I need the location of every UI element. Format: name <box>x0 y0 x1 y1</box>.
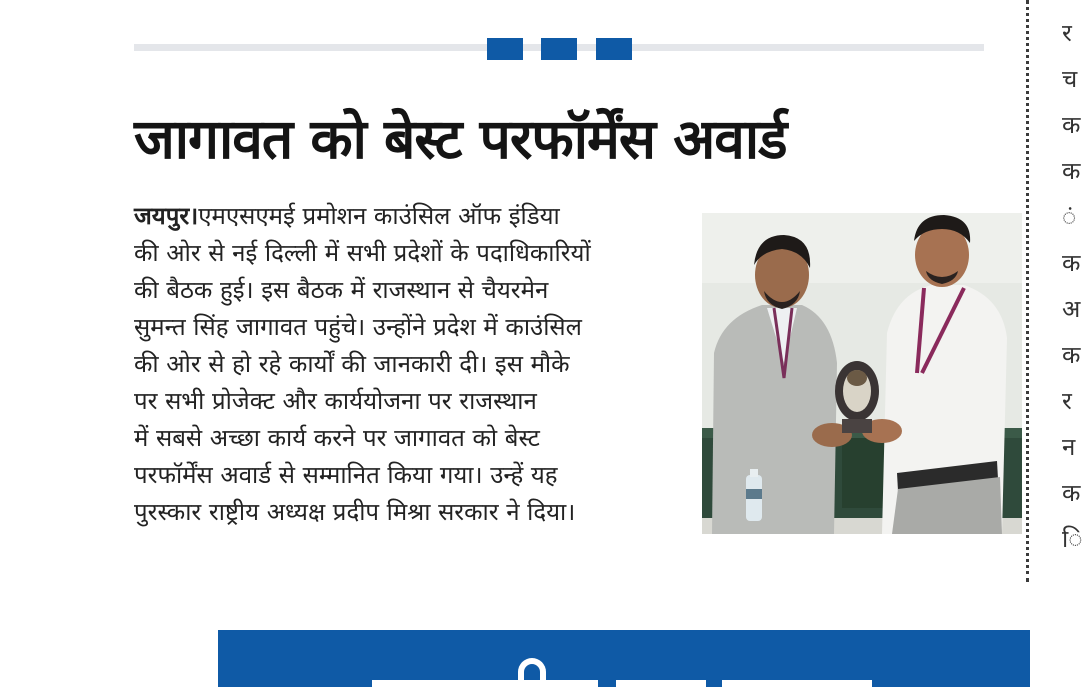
article-line-2: की ओर से नई दिल्ली में सभी प्रदेशों के पदाधिकारियों <box>134 239 591 267</box>
adjacent-glyph-5: ं <box>1062 203 1077 231</box>
adjacent-glyph-6: क <box>1062 249 1081 277</box>
dateline: जयपुर। <box>134 202 199 230</box>
banner-letter-shape-2 <box>518 658 546 694</box>
article-body <box>134 198 690 531</box>
rule-block-1 <box>487 38 523 60</box>
adjacent-glyph-7: अ <box>1062 295 1081 323</box>
article-line-3: की बैठक हुई। इस बैठक में राजस्थान से चैयरमेन <box>134 276 549 304</box>
adjacent-glyph-12: ि <box>1062 525 1082 553</box>
article-line-9: पुरस्कार राष्ट्रीय अध्यक्ष प्रदीप मिश्रा सरकार ने दिया। <box>134 498 576 526</box>
banner-letter-shape-4 <box>722 680 872 690</box>
rule-block-2 <box>541 38 577 60</box>
article-line-6: पर सभी प्रोजेक्ट और कार्ययोजना पर राजस्थान <box>134 387 537 415</box>
article-line-7: में सबसे अच्छा कार्य करने पर जागावत को बेस्ट <box>134 424 540 452</box>
banner-letter-shape-1 <box>372 680 598 690</box>
adjacent-glyph-11: क <box>1062 479 1081 507</box>
rule-block-3 <box>596 38 632 60</box>
banner-letter-shape-3 <box>616 680 706 690</box>
adjacent-glyph-4: क <box>1062 157 1081 185</box>
adjacent-glyph-9: र <box>1062 387 1072 415</box>
column-divider <box>1026 0 1029 582</box>
article-line-1 <box>134 198 690 235</box>
adjacent-glyph-8: क <box>1062 341 1081 369</box>
article-line-4: सुमन्त सिंह जागावत पहुंचे। उन्होंने प्रदेश में काउंसिल <box>134 313 582 341</box>
adjacent-glyph-2: च <box>1062 65 1078 93</box>
article-text-1: एमएसएमई प्रमोशन काउंसिल ऑफ इंडिया <box>198 202 560 230</box>
adjacent-glyph-1: र <box>1062 19 1072 47</box>
next-story-banner <box>218 630 1030 687</box>
article-line-8: परफॉर्मेंस अवार्ड से सम्मानित किया गया। उन्हें यह <box>134 461 558 489</box>
adjacent-glyph-10: न <box>1062 433 1076 461</box>
news-photo <box>702 213 1022 534</box>
adjacent-glyph-3: क <box>1062 111 1081 139</box>
headline: जागावत को बेस्ट परफॉर्मेंस अवार्ड <box>134 107 787 171</box>
article-line-5: की ओर से हो रहे कार्यों की जानकारी दी। इस मौके <box>134 350 570 378</box>
adjacent-column-text <box>1062 10 1080 590</box>
